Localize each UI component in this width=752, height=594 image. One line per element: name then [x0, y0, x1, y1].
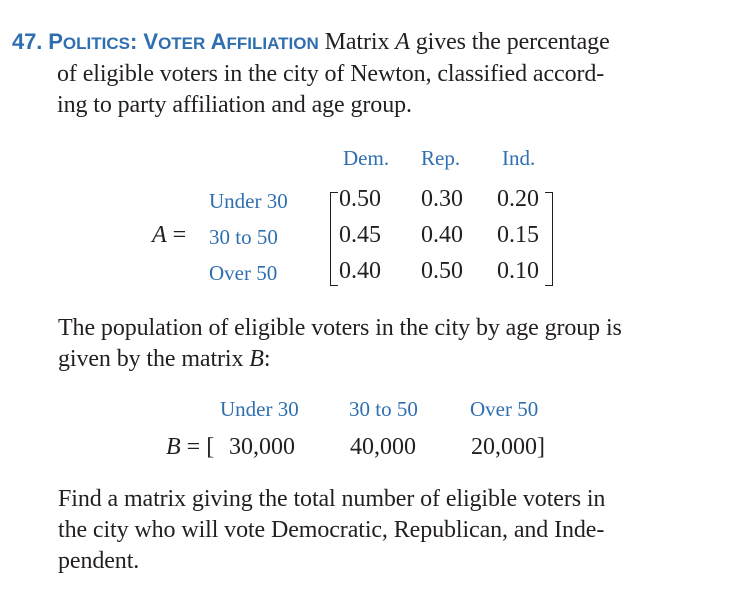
matrix-a-cell: 0.15 — [497, 222, 539, 248]
matrix-b-col-header: Over 50 — [470, 397, 539, 421]
matrix-a-col-header: Ind. — [502, 146, 536, 170]
matrix-a-cell: 0.45 — [339, 222, 381, 248]
matrix-a-col-header: Dem. — [343, 146, 390, 170]
matrix-a-left-bracket — [330, 192, 338, 286]
matrix-a-cell: 0.40 — [421, 222, 463, 248]
matrix-a-row-label: Under 30 — [209, 189, 288, 213]
intro-text-a: Matrix — [318, 29, 396, 55]
matrix-b-cell: 30,000 — [229, 434, 295, 460]
question-text — [58, 484, 738, 577]
intro-line-3: ing to party affiliation and age group. — [57, 92, 412, 118]
matrix-b-cell: 40,000 — [350, 434, 416, 460]
matrix-b-cell: 20,000] — [471, 434, 545, 460]
matrix-b-col-header: Under 30 — [220, 397, 299, 421]
population-line-1: The population of eligible voters in the city by age group is — [58, 315, 622, 341]
matrix-a-cell: 0.40 — [339, 258, 381, 284]
intro-text-b: gives the percentage — [409, 29, 610, 55]
matrix-a-cell: 0.30 — [421, 186, 463, 212]
question-line-3: pendent. — [58, 548, 140, 574]
matrix-a-lhs: A = — [152, 222, 187, 248]
intro-line-2: of eligible voters in the city of Newton, classified accord- — [57, 61, 605, 87]
matrix-a-cell: 0.10 — [497, 258, 539, 284]
problem-number: 47. — [12, 29, 43, 54]
matrix-b-lhs: B = [ — [166, 434, 215, 460]
question-line-1: Find a matrix giving the total number of eligible voters in — [58, 486, 606, 512]
problem-statement — [12, 26, 742, 121]
question-line-2: the city who will vote Democratic, Republican, and Inde- — [58, 517, 605, 543]
matrix-a-row-label: 30 to 50 — [209, 225, 278, 249]
matrix-a-col-header: Rep. — [421, 146, 461, 170]
population-line-2a: given by the matrix — [58, 346, 250, 372]
matrix-a-cell: 0.50 — [421, 258, 463, 284]
population-line-2b: : — [263, 346, 271, 372]
matrix-a-cell: 0.20 — [497, 186, 539, 212]
matrix-b-col-header: 30 to 50 — [349, 397, 418, 421]
matrix-a-right-bracket — [545, 192, 553, 286]
problem-heading: POLITICS: VOTER AFFILIATION — [48, 29, 319, 54]
matrix-a-cell: 0.50 — [339, 186, 381, 212]
population-text — [58, 313, 738, 375]
matrix-a-row-label: Over 50 — [209, 261, 278, 285]
intro-variable: A — [395, 29, 410, 55]
population-variable: B — [249, 346, 264, 372]
